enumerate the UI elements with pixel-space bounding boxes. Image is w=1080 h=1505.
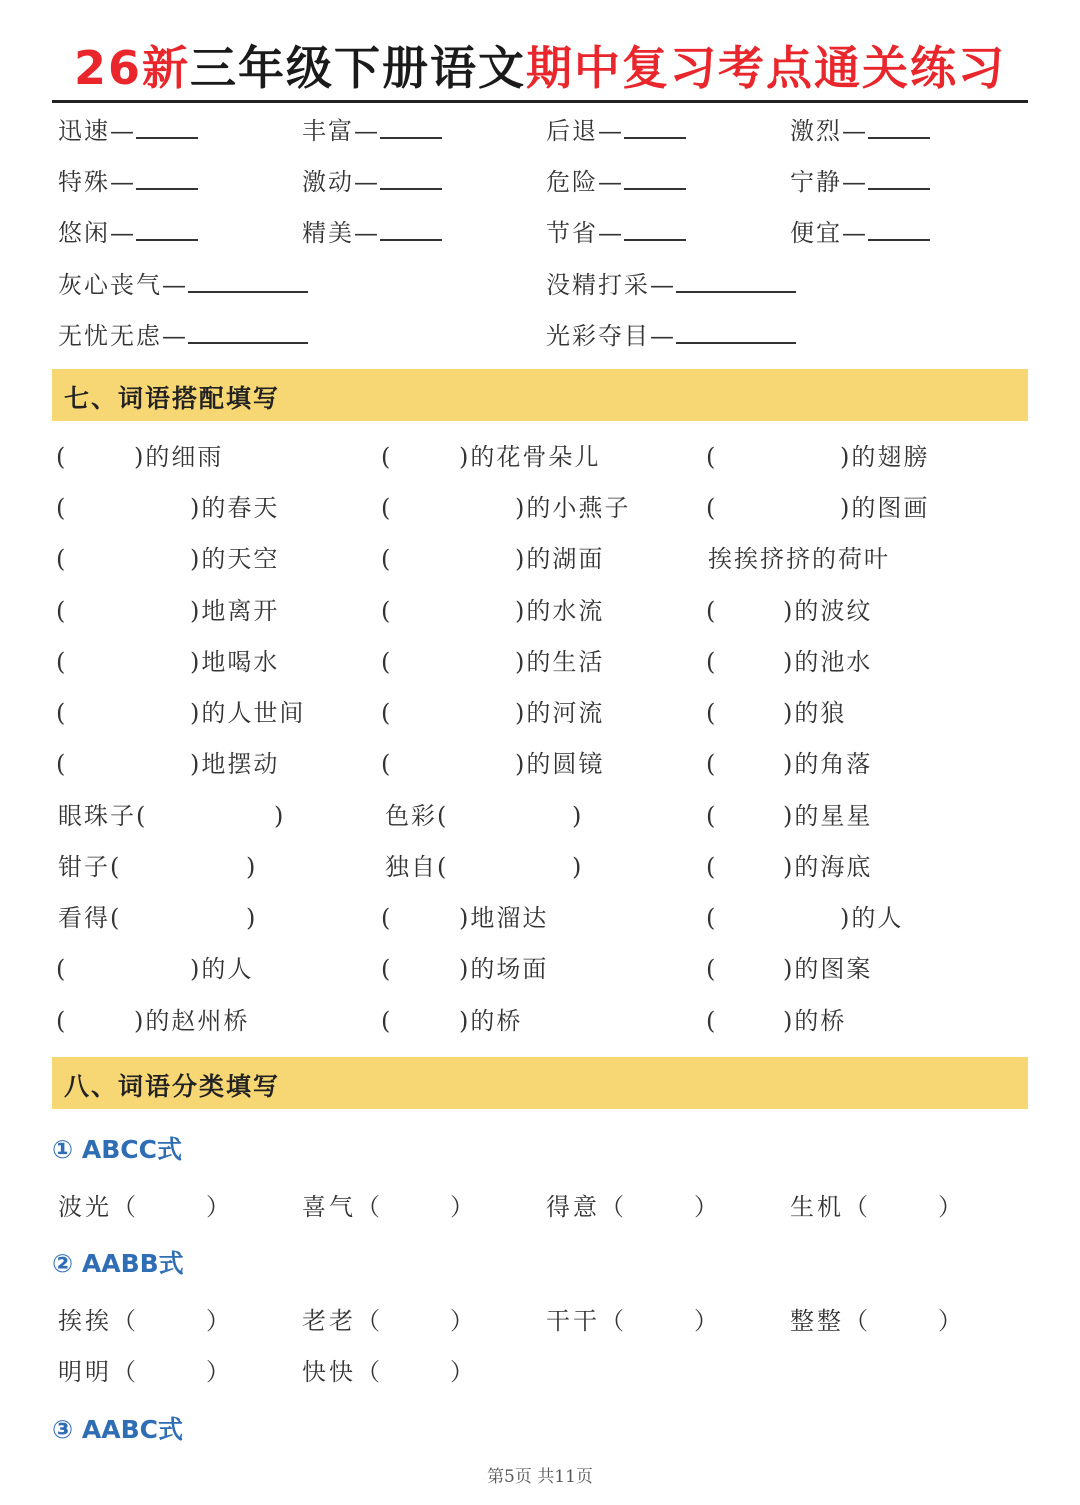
pair-prefix: 色彩(	[385, 802, 449, 830]
antonym-item: 节省—	[546, 217, 686, 248]
pair-suffix: )的水流	[515, 597, 605, 625]
page-number: 第5页 共11页	[487, 1467, 593, 1487]
answer-blank[interactable]	[380, 166, 442, 190]
pair-open: (	[381, 1007, 393, 1035]
aabb-item-prefix: 老老（	[302, 1307, 383, 1335]
pair-close: )	[246, 853, 258, 881]
pair-suffix: )的赵州桥	[134, 1007, 250, 1035]
title-divider	[52, 100, 1028, 103]
answer-blank[interactable]	[136, 217, 198, 241]
pair-open: (	[381, 494, 393, 522]
pair-open: (	[381, 443, 393, 471]
pair-close: )	[572, 853, 584, 881]
pair-open: (	[706, 648, 718, 676]
pair-open: (	[381, 750, 393, 778]
pair-suffix: )的场面	[459, 955, 549, 983]
pair-open: (	[706, 699, 718, 727]
pair-open: (	[381, 904, 393, 932]
abcc-item-prefix: 生机（	[790, 1193, 871, 1221]
pair-suffix: )的图画	[840, 494, 930, 522]
pair-open: (	[56, 545, 68, 573]
aabb-item-close: ）	[450, 1307, 477, 1335]
answer-blank[interactable]	[868, 166, 930, 190]
pair-suffix: )的人	[190, 955, 254, 983]
answer-blank[interactable]	[624, 166, 686, 190]
pair-suffix: )的翅膀	[840, 443, 930, 471]
pair-suffix: )的圆镜	[515, 750, 605, 778]
pair-suffix: )的春天	[190, 494, 280, 522]
pair-open: (	[706, 443, 718, 471]
antonym-item: 便宜—	[790, 217, 930, 248]
pair-suffix: )的星星	[783, 802, 873, 830]
abcc-item-prefix: 喜气（	[302, 1193, 383, 1221]
answer-blank[interactable]	[676, 320, 796, 344]
pair-suffix: )的角落	[783, 750, 873, 778]
answer-blank[interactable]	[624, 115, 686, 139]
pair-prefix: 眼珠子(	[58, 802, 148, 830]
pair-open: (	[381, 545, 393, 573]
pair-suffix: )的湖面	[515, 545, 605, 573]
pair-open: (	[706, 853, 718, 881]
pair-prefix: 独自(	[385, 853, 449, 881]
answer-blank[interactable]	[188, 269, 308, 293]
antonym-item: 悠闲—	[58, 217, 198, 248]
aabb-item-prefix: 快快（	[302, 1358, 383, 1386]
pair-open: (	[706, 955, 718, 983]
answer-blank[interactable]	[136, 166, 198, 190]
answer-blank[interactable]	[136, 115, 198, 139]
section-8-banner	[52, 1057, 1028, 1109]
pair-suffix: )的天空	[190, 545, 280, 573]
page-title	[0, 38, 1080, 98]
pair-prefix: 钳子(	[58, 853, 122, 881]
pair-suffix: )的人	[840, 904, 904, 932]
pair-suffix: )的海底	[783, 853, 873, 881]
aabb-item-close: ）	[206, 1307, 233, 1335]
pair-suffix: )的波纹	[783, 597, 873, 625]
antonym-item: 激烈—	[790, 115, 930, 146]
antonym-item: 精美—	[302, 217, 442, 248]
pair-open: (	[706, 750, 718, 778]
pair-suffix: )的人世间	[190, 699, 306, 727]
pair-open: (	[56, 750, 68, 778]
idiom-antonym-item: 灰心丧气—	[58, 269, 308, 300]
aabb-item-prefix: 整整（	[790, 1307, 871, 1335]
aabb-item-prefix: 明明（	[58, 1358, 139, 1386]
idiom-antonym-item: 无忧无虑—	[58, 320, 308, 351]
answer-blank[interactable]	[868, 115, 930, 139]
aabb-item-prefix: 挨挨（	[58, 1307, 139, 1335]
pair-close: )	[274, 802, 286, 830]
pair-prefix: 看得(	[58, 904, 122, 932]
pair-suffix: )的小燕子	[515, 494, 631, 522]
pair-close: )	[246, 904, 258, 932]
pair-open: (	[706, 494, 718, 522]
pair-open: (	[56, 699, 68, 727]
aabb-item-close: ）	[450, 1358, 477, 1386]
pair-suffix: )的狼	[783, 699, 847, 727]
pair-suffix: )的图案	[783, 955, 873, 983]
antonym-item: 丰富—	[302, 115, 442, 146]
pair-open: (	[56, 648, 68, 676]
antonym-item: 后退—	[546, 115, 686, 146]
idiom-antonym-item: 光彩夺目—	[546, 320, 796, 351]
pair-full-text: 挨挨挤挤的荷叶	[708, 545, 890, 573]
pair-open: (	[381, 648, 393, 676]
answer-blank[interactable]	[380, 115, 442, 139]
antonym-item: 迅速—	[58, 115, 198, 146]
pair-suffix: )地喝水	[190, 648, 280, 676]
pair-close: )	[572, 802, 584, 830]
pair-suffix: )地摆动	[190, 750, 280, 778]
pair-suffix: )的细雨	[134, 443, 224, 471]
answer-blank[interactable]	[624, 217, 686, 241]
aabb-item-close: ）	[694, 1307, 721, 1335]
pair-suffix: )的桥	[459, 1007, 523, 1035]
idiom-antonym-item: 没精打采—	[546, 269, 796, 300]
abcc-item-close: ）	[206, 1193, 233, 1221]
pair-open: (	[381, 699, 393, 727]
antonym-item: 危险—	[546, 166, 686, 197]
pair-open: (	[56, 443, 68, 471]
section-7-title: 七、词语搭配填写	[64, 384, 281, 413]
pair-open: (	[56, 494, 68, 522]
pair-open: (	[56, 597, 68, 625]
pair-open: (	[56, 1007, 68, 1035]
pair-open: (	[706, 802, 718, 830]
pair-open: (	[706, 904, 718, 932]
aabb-item-close: ）	[206, 1358, 233, 1386]
answer-blank[interactable]	[380, 217, 442, 241]
abcc-item-prefix: 得意（	[546, 1193, 627, 1221]
pair-suffix: )的生活	[515, 648, 605, 676]
pair-open: (	[56, 955, 68, 983]
pair-open: (	[706, 1007, 718, 1035]
pair-suffix: )地离开	[190, 597, 280, 625]
title-part-1: 26新	[73, 41, 190, 95]
pair-suffix: )的桥	[783, 1007, 847, 1035]
pair-open: (	[381, 597, 393, 625]
section-8-title: 八、词语分类填写	[64, 1072, 281, 1101]
pair-suffix: )的河流	[515, 699, 605, 727]
pair-suffix: )的花骨朵儿	[459, 443, 601, 471]
abcc-item-close: ）	[938, 1193, 965, 1221]
subheading-aabb: ② AABB式	[52, 1249, 184, 1278]
antonym-item: 特殊—	[58, 166, 198, 197]
abcc-item-close: ）	[450, 1193, 477, 1221]
aabb-item-close: ）	[938, 1307, 965, 1335]
aabb-item-prefix: 干干（	[546, 1307, 627, 1335]
abcc-item-prefix: 波光（	[58, 1193, 139, 1221]
section-7-banner	[52, 369, 1028, 421]
antonym-item: 宁静—	[790, 166, 930, 197]
title-part-3: 期中复习考点通关练习	[526, 41, 1006, 95]
subheading-aabc: ③ AABC式	[52, 1415, 183, 1444]
title-part-2: 三年级下册语文	[190, 41, 526, 95]
subheading-abcc: ① ABCC式	[52, 1135, 182, 1164]
pair-open: (	[381, 955, 393, 983]
pair-suffix: )的池水	[783, 648, 873, 676]
abcc-item-close: ）	[694, 1193, 721, 1221]
pair-open: (	[706, 597, 718, 625]
antonym-item: 激动—	[302, 166, 442, 197]
answer-blank[interactable]	[868, 217, 930, 241]
answer-blank[interactable]	[676, 269, 796, 293]
pair-suffix: )地溜达	[459, 904, 549, 932]
answer-blank[interactable]	[188, 320, 308, 344]
